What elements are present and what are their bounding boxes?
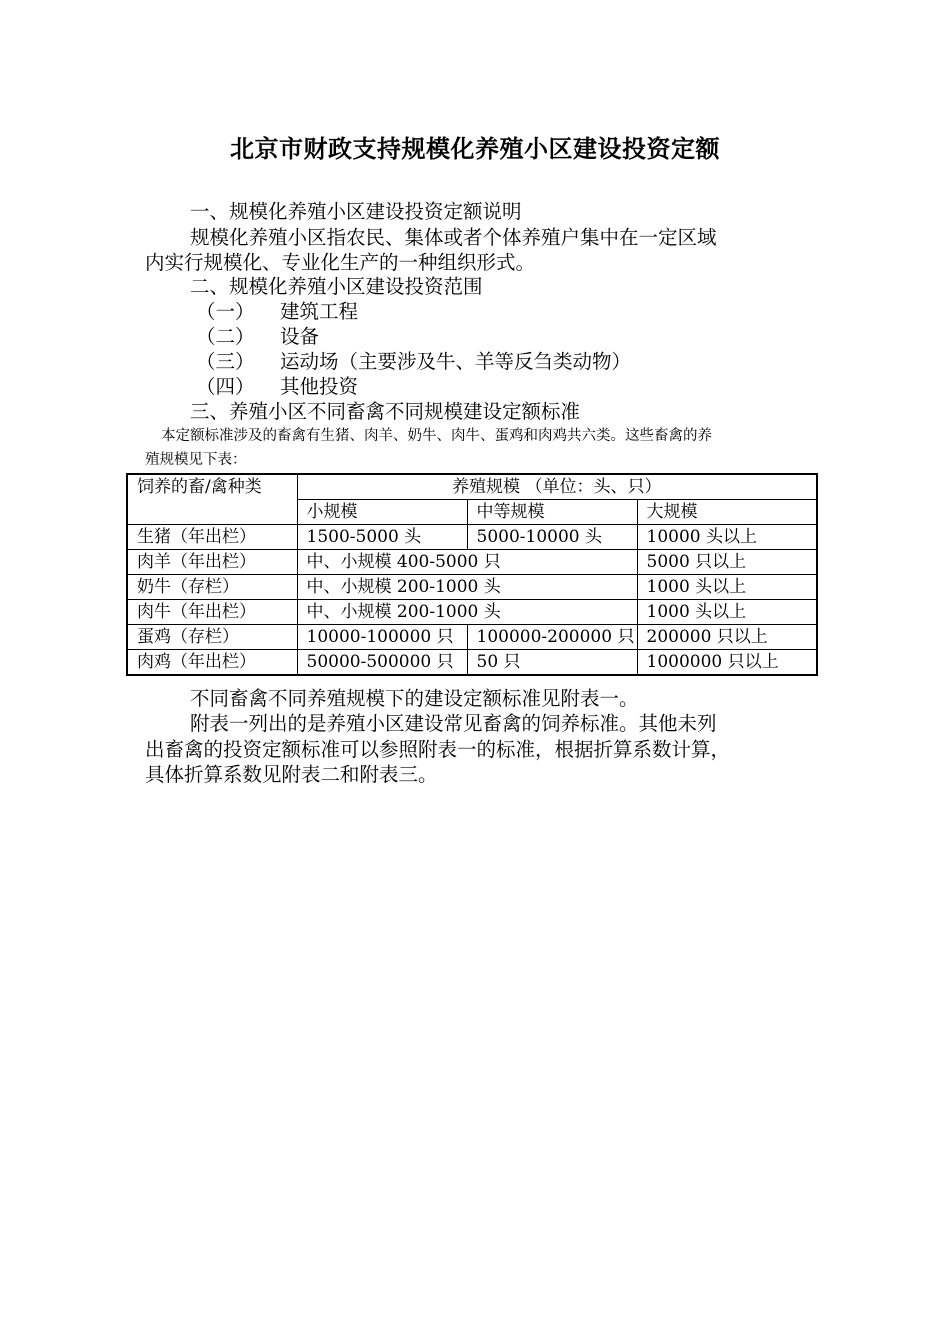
cell-small-medium: 中、小规模 400-5000 只: [297, 550, 637, 575]
scope-item-text: 其他投资: [280, 375, 359, 398]
section1-paragraph-line1: 规模化养殖小区指农民、集体或者个体养殖户集中在一定区域: [190, 226, 717, 249]
table-row: [127, 600, 817, 625]
cell-small-medium: 中、小规模 200-1000 头: [297, 600, 637, 625]
cell-small: 10000-100000 只: [297, 625, 467, 650]
table-row: [127, 550, 817, 575]
scope-item-label: （一）: [196, 300, 255, 323]
cell-species: 奶牛（存栏）: [127, 575, 297, 600]
cell-medium: 5000-10000 头: [467, 525, 637, 550]
scope-item-text: 建筑工程: [280, 300, 359, 323]
table-row: [127, 625, 817, 650]
header-species: 饲养的畜/禽种类: [127, 474, 297, 525]
scope-item: [196, 299, 358, 324]
header-scale: 养殖规模 （单位：头、只）: [297, 474, 817, 500]
header-medium: 中等规模: [467, 500, 637, 525]
table-intro-line1: 本定额标准涉及的畜禽有生猪、肉羊、奶牛、肉牛、蛋鸡和肉鸡共六类。这些畜禽的养: [161, 428, 712, 444]
scope-item: [196, 349, 631, 374]
cell-small: 50000-500000 只: [297, 650, 467, 676]
scope-item-text: 运动场（主要涉及牛、羊等反刍类动物）: [280, 350, 632, 373]
table-row: [127, 575, 817, 600]
cell-small-medium: 中、小规模 200-1000 头: [297, 575, 637, 600]
cell-medium: 50 只: [467, 650, 637, 676]
table-intro-line2: 殖规模见下表：: [145, 452, 247, 468]
cell-large: 200000 只以上: [637, 625, 817, 650]
livestock-scale-table: [126, 473, 818, 676]
after-table-line1: 不同畜禽不同养殖规模下的建设定额标准见附表一。: [190, 687, 639, 710]
cell-large: 5000 只以上: [637, 550, 817, 575]
table-row: [127, 650, 817, 676]
cell-medium: 100000-200000 只: [467, 625, 637, 650]
cell-large: 1000 头以上: [637, 575, 817, 600]
scope-item: [196, 324, 319, 349]
section1-paragraph-line2: 内实行规模化、专业化生产的一种组织形式。: [145, 251, 536, 274]
table-header-row: [127, 474, 817, 500]
after-table-line4: 具体折算系数见附表二和附表三。: [145, 763, 438, 786]
cell-species: 蛋鸡（存栏）: [127, 625, 297, 650]
cell-large: 10000 头以上: [637, 525, 817, 550]
section2-heading: 二、规模化养殖小区建设投资范围: [190, 275, 483, 298]
header-large: 大规模: [637, 500, 817, 525]
cell-species: 生猪（年出栏）: [127, 525, 297, 550]
cell-small: 1500-5000 头: [297, 525, 467, 550]
cell-large: 1000 头以上: [637, 600, 817, 625]
table-row: [127, 525, 817, 550]
scope-item: [196, 374, 358, 399]
cell-species: 肉羊（年出栏）: [127, 550, 297, 575]
cell-species: 肉鸡（年出栏）: [127, 650, 297, 676]
cell-species: 肉牛（年出栏）: [127, 600, 297, 625]
scope-item-label: （四）: [196, 375, 255, 398]
cell-large: 1000000 只以上: [637, 650, 817, 676]
section1-heading: 一、规模化养殖小区建设投资定额说明: [190, 200, 522, 223]
header-small: 小规模: [297, 500, 467, 525]
document-title: 北京市财政支持规模化养殖小区建设投资定额: [230, 134, 720, 163]
scope-item-text: 设备: [280, 325, 320, 348]
scope-item-label: （二）: [196, 325, 255, 348]
section3-heading: 三、养殖小区不同畜禽不同规模建设定额标准: [190, 400, 581, 423]
scope-item-label: （三）: [196, 350, 255, 373]
after-table-line3: 出畜禽的投资定额标准可以参照附表一的标准，根据折算系数计算，: [145, 738, 731, 761]
after-table-line2: 附表一列出的是养殖小区建设常见畜禽的饲养标准。其他未列: [190, 712, 717, 735]
